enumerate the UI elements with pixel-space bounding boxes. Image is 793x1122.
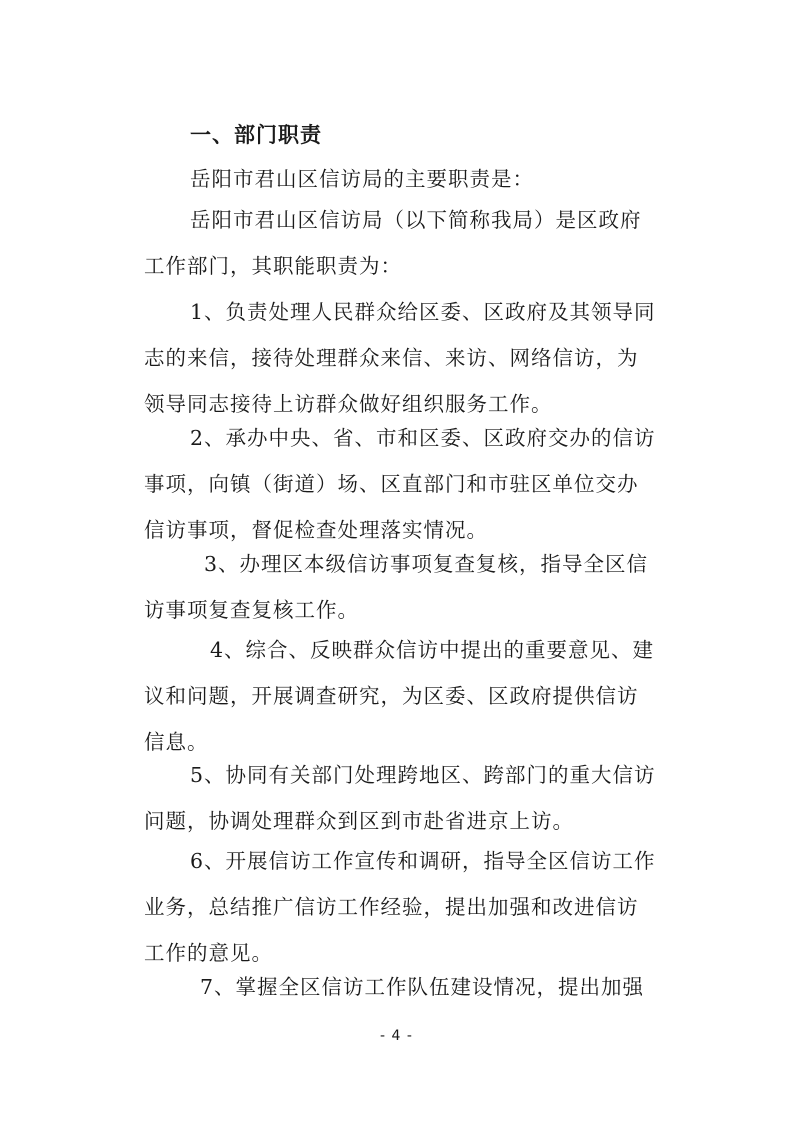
paragraph-line: 访事项复查复核工作。 bbox=[144, 598, 359, 622]
paragraph-line: 工作的意见。 bbox=[144, 941, 273, 965]
page-number: - 4 - bbox=[380, 1028, 413, 1044]
paragraph-item-7 bbox=[144, 964, 659, 1010]
paragraph-line: 2、承办中央、省、市和区委、区政府交办的信访 bbox=[190, 426, 656, 450]
paragraph-line: 信息。 bbox=[144, 730, 209, 754]
paragraph-line: 志的来信，接待处理群众来信、来访、网络信访，为 bbox=[144, 346, 639, 370]
paragraph-item-4 bbox=[144, 627, 659, 765]
paragraph-intro bbox=[144, 156, 659, 202]
paragraph-line: 3、办理区本级信访事项复查复核，指导全区信 bbox=[204, 552, 649, 576]
paragraph-line: 事项，向镇（街道）场、区直部门和市驻区单位交办 bbox=[144, 472, 639, 496]
paragraph-line: 5、协同有关部门处理跨地区、跨部门的重大信访 bbox=[190, 763, 656, 787]
paragraph-item-2 bbox=[144, 415, 659, 553]
paragraph-line: 问题，协调处理群众到区到市赴省进京上访。 bbox=[144, 809, 574, 833]
section-heading: 一、部门职责 bbox=[190, 122, 322, 147]
paragraph-line: 议和问题，开展调查研究，为区委、区政府提供信访 bbox=[144, 684, 639, 708]
paragraph-line: 岳阳市君山区信访局的主要职责是： bbox=[190, 167, 534, 191]
paragraph-item-5 bbox=[144, 752, 659, 844]
paragraph-item-3 bbox=[144, 541, 659, 633]
paragraph-item-6 bbox=[144, 838, 659, 976]
paragraph-item-1 bbox=[144, 289, 659, 427]
paragraph-line: 工作部门，其职能职责为： bbox=[144, 254, 402, 278]
paragraph-definition bbox=[144, 197, 659, 289]
paragraph-line: 领导同志接待上访群众做好组织服务工作。 bbox=[144, 392, 553, 416]
paragraph-line: 岳阳市君山区信访局（以下简称我局）是区政府 bbox=[190, 208, 642, 232]
paragraph-line: 业务，总结推广信访工作经验，提出加强和改进信访 bbox=[144, 895, 639, 919]
paragraph-line: 信访事项，督促检查处理落实情况。 bbox=[144, 518, 488, 542]
paragraph-line: 4、综合、反映群众信访中提出的重要意见、建 bbox=[210, 638, 655, 662]
paragraph-line: 6、开展信访工作宣传和调研，指导全区信访工作 bbox=[190, 849, 656, 873]
paragraph-line: 7、掌握全区信访工作队伍建设情况，提出加强 bbox=[200, 975, 645, 999]
paragraph-line: 1、负责处理人民群众给区委、区政府及其领导同 bbox=[190, 300, 656, 324]
